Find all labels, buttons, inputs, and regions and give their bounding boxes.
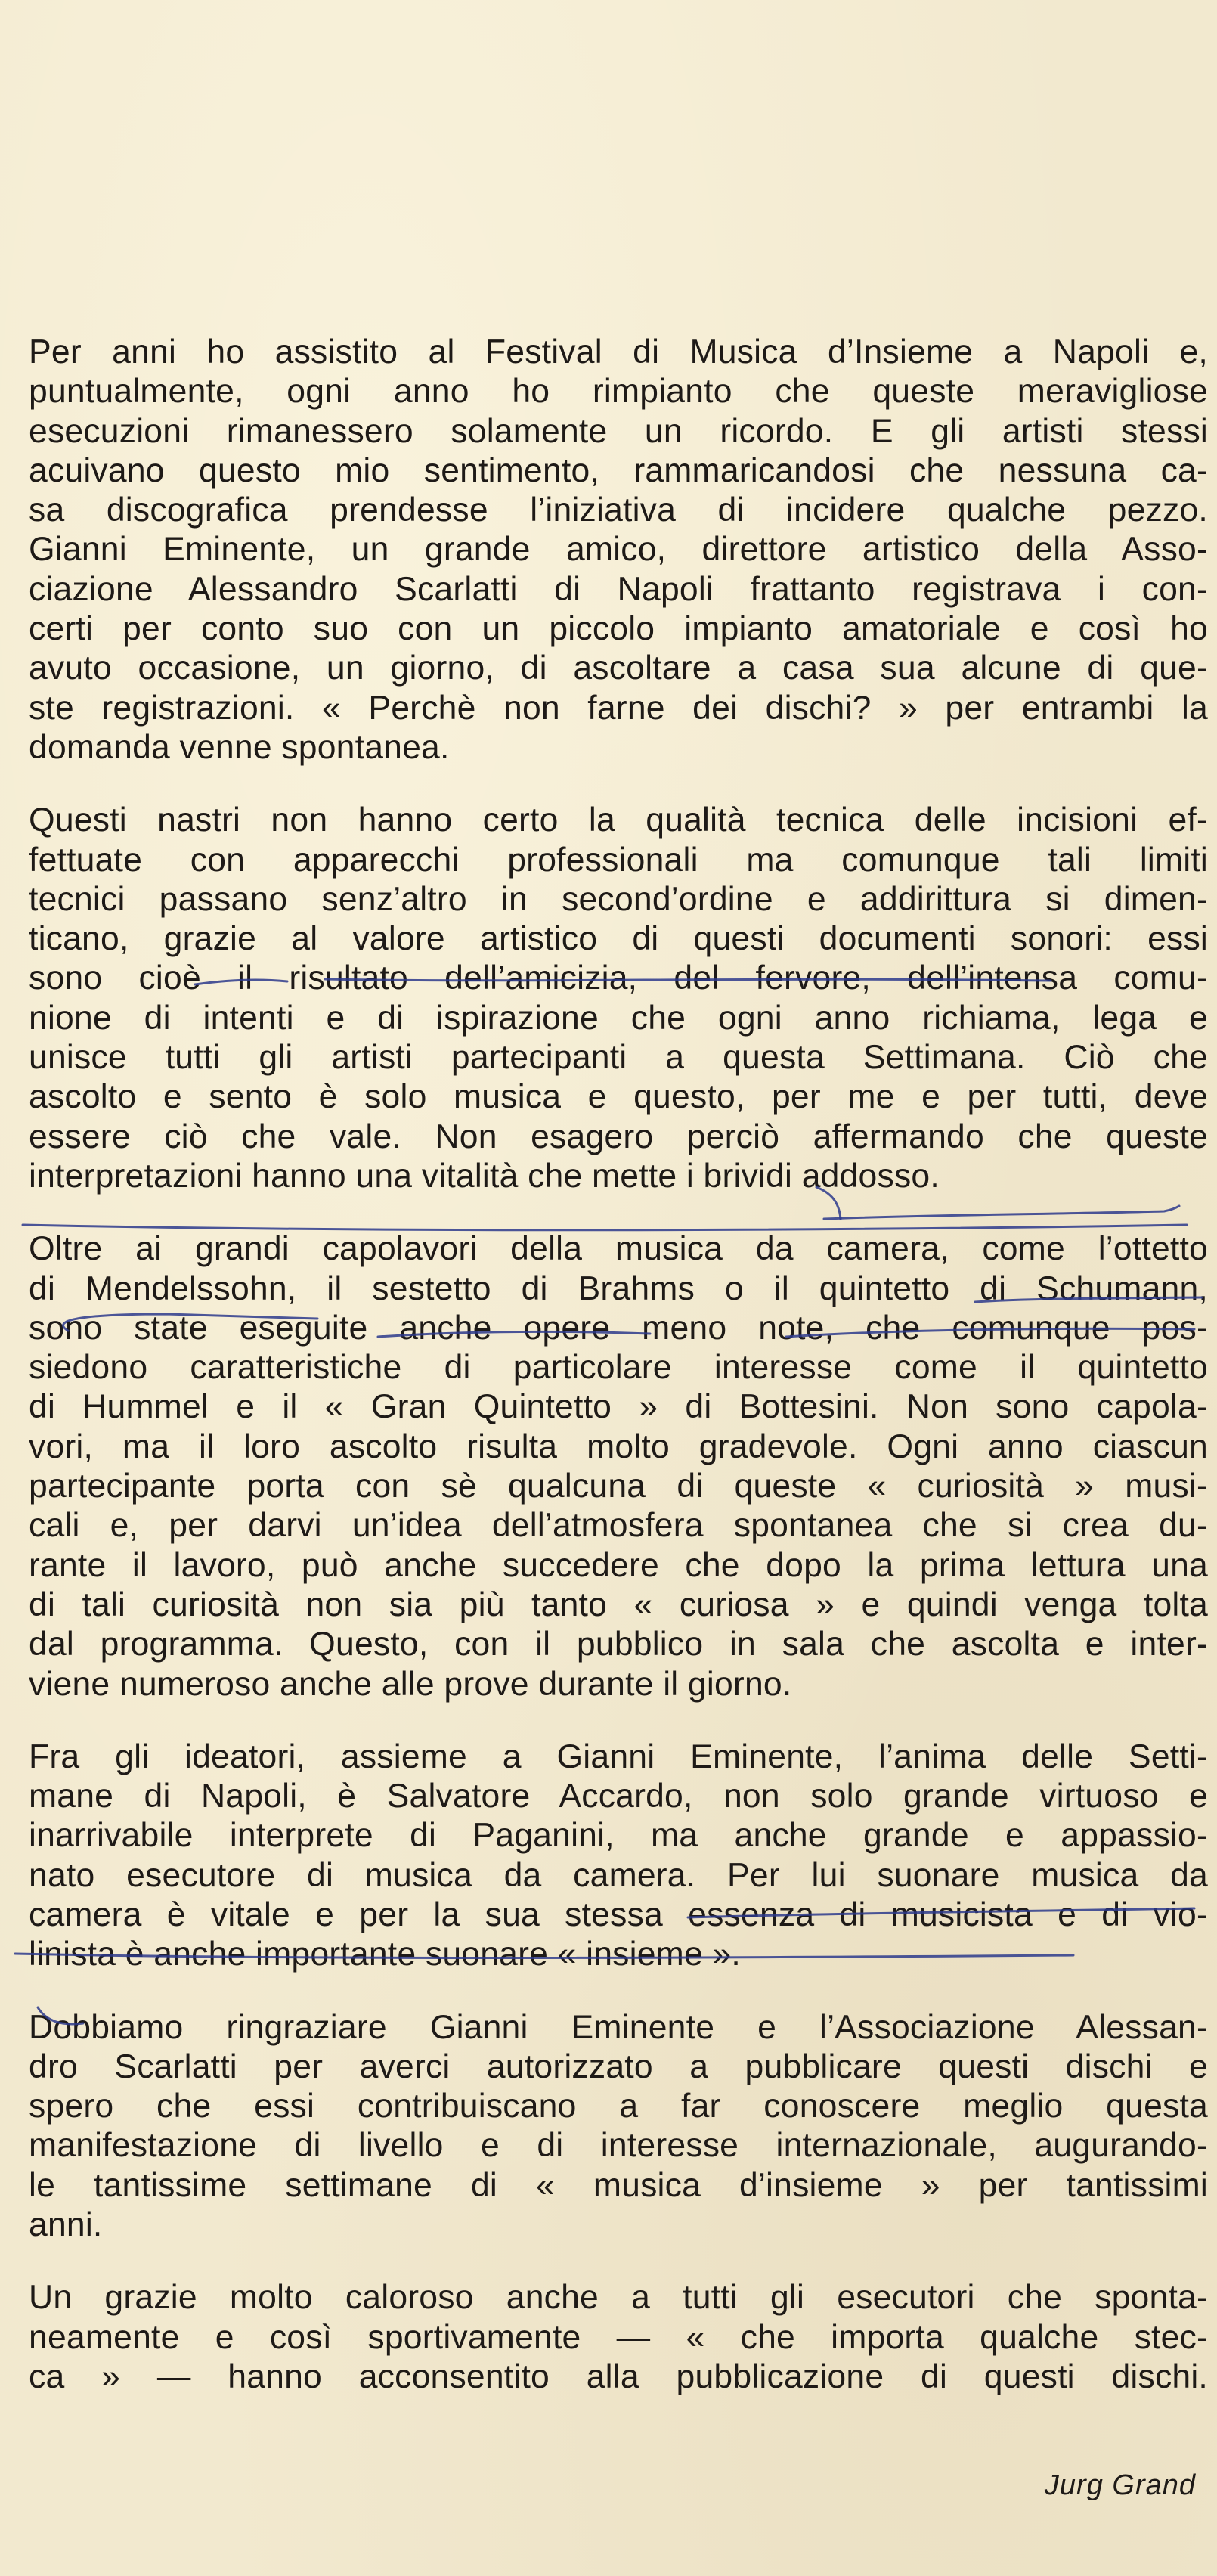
text-line: avuto occasione, un giorno, di ascoltare a casa sua alcune di que- <box>29 649 1208 687</box>
text-line: sono state eseguite anche opere meno note, che comunque pos- <box>29 1309 1208 1347</box>
text-line: nato esecutore di musica da camera. Per lui suonare musica da <box>29 1856 1208 1894</box>
text-line: interpretazioni hanno una vitalità che mette i brividi addosso. <box>29 1157 940 1195</box>
text-line: tecnici passano senz’altro in second’ordine e addirittura si dimen- <box>29 880 1208 918</box>
text-line: sa discografica prendesse l’iniziativa di incidere qualche pezzo. <box>29 491 1208 529</box>
text-line: le tantissime settimane di « musica d’insieme » per tantissimi <box>29 2166 1208 2204</box>
text-line: vori, ma il loro ascolto risulta molto gradevole. Ogni anno ciascun <box>29 1427 1208 1465</box>
paragraph-4 <box>29 1737 1208 1975</box>
text-line: ca » — hanno acconsentito alla pubblicazione di questi dischi. <box>29 2357 1208 2395</box>
text-line: di Mendelssohn, il sestetto di Brahms o il quintetto di Schumann, <box>29 1269 1208 1307</box>
text-line: camera è vitale e per la sua stessa essenza di musicista e di vio- <box>29 1896 1208 1933</box>
text-line: Un grazie molto caloroso anche a tutti gli esecutori che sponta- <box>29 2279 1208 2317</box>
text-line: certi per conto suo con un piccolo impianto amatoriale e così ho <box>29 610 1208 648</box>
text-line: domanda venne spontanea. <box>29 728 450 766</box>
text-line: dal programma. Questo, con il pubblico in sala che ascolta e inter- <box>29 1626 1208 1663</box>
paragraph-6 <box>29 2278 1208 2397</box>
paragraph-2 <box>29 801 1208 1196</box>
text-line: Fra gli ideatori, assieme a Gianni Eminente, l’anima delle Setti- <box>29 1737 1208 1775</box>
text-line: cali e, per darvi un’idea dell’atmosfera spontanea che si crea du- <box>29 1507 1208 1545</box>
text-line: ascolto e sento è solo musica e questo, per me e per tutti, deve <box>29 1078 1208 1116</box>
text-line: rante il lavoro, può anche succedere che dopo la prima lettura una <box>29 1546 1208 1584</box>
text-line: viene numeroso anche alle prove durante il giorno. <box>29 1665 792 1703</box>
text-line: di Hummel e il « Gran Quintetto » di Bottesini. Non sono capola- <box>29 1388 1208 1426</box>
text-line: Questi nastri non hanno certo la qualità tecnica delle incisioni ef- <box>29 801 1208 839</box>
text-line: ticano, grazie al valore artistico di questi documenti sonori: essi <box>29 920 1208 958</box>
text-line: partecipante porta con sè qualcuna di queste « curiosità » musi- <box>29 1468 1208 1505</box>
text-line: Oltre ai grandi capolavori della musica da camera, come l’ottetto <box>29 1230 1208 1268</box>
paragraph-1 <box>29 333 1208 767</box>
paragraph-3 <box>29 1229 1208 1704</box>
text-line: mane di Napoli, è Salvatore Accardo, non solo grande virtuoso e <box>29 1778 1208 1815</box>
text-line: nione di intenti e di ispirazione che ogni anno richiama, lega e <box>29 999 1208 1037</box>
text-line: unisce tutti gli artisti partecipanti a questa Settimana. Ciò che <box>29 1039 1208 1077</box>
text-line: manifestazione di livello e di interesse internazionale, augurando- <box>29 2127 1208 2165</box>
text-line: anni. <box>29 2206 103 2244</box>
text-line: ciazione Alessandro Scarlatti di Napoli frattanto registrava i con- <box>29 570 1208 608</box>
text-line: sono cioè il risultato dell’amicizia, del fervore, dell’intensa comu- <box>29 959 1208 997</box>
text-line: dro Scarlatti per averci autorizzato a pubblicare questi dischi e <box>29 2047 1208 2085</box>
text-line: puntualmente, ogni anno ho rimpianto che queste meravigliose <box>29 373 1208 411</box>
text-line: linista è anche importante suonare « insieme ». <box>29 1936 741 1973</box>
signature: Jurg Grand <box>1044 2469 1196 2501</box>
text-line: ste registrazioni. « Perchè non farne dei dischi? » per entrambi la <box>29 689 1208 727</box>
text-line: fettuate con apparecchi professionali ma comunque tali limiti <box>29 841 1208 879</box>
paragraph-5 <box>29 2008 1208 2246</box>
text-line: neamente e così sportivamente — « che importa qualche stec- <box>29 2318 1208 2356</box>
text-line: Gianni Eminente, un grande amico, direttore artistico della Asso- <box>29 531 1208 569</box>
text-line: esecuzioni rimanessero solamente un ricordo. E gli artisti stessi <box>29 412 1208 450</box>
text-line: spero che essi contribuiscano a far conoscere meglio questa <box>29 2088 1208 2125</box>
text-line: inarrivabile interprete di Paganini, ma anche grande e appassio- <box>29 1817 1208 1855</box>
text-line: acuivano questo mio sentimento, rammaricandosi che nessuna ca- <box>29 451 1208 489</box>
text-line: siedono caratteristiche di particolare interesse come il quintetto <box>29 1349 1208 1387</box>
text-line: Per anni ho assistito al Festival di Musica d’Insieme a Napoli e, <box>29 333 1208 370</box>
letter-body <box>29 333 1208 2430</box>
text-line: essere ciò che vale. Non esagero perciò affermando che queste <box>29 1118 1208 1155</box>
text-line: di tali curiosità non sia più tanto « curiosa » e quindi venga tolta <box>29 1586 1208 1623</box>
text-line: Dobbiamo ringraziare Gianni Eminente e l’Associazione Alessan- <box>29 2008 1208 2046</box>
